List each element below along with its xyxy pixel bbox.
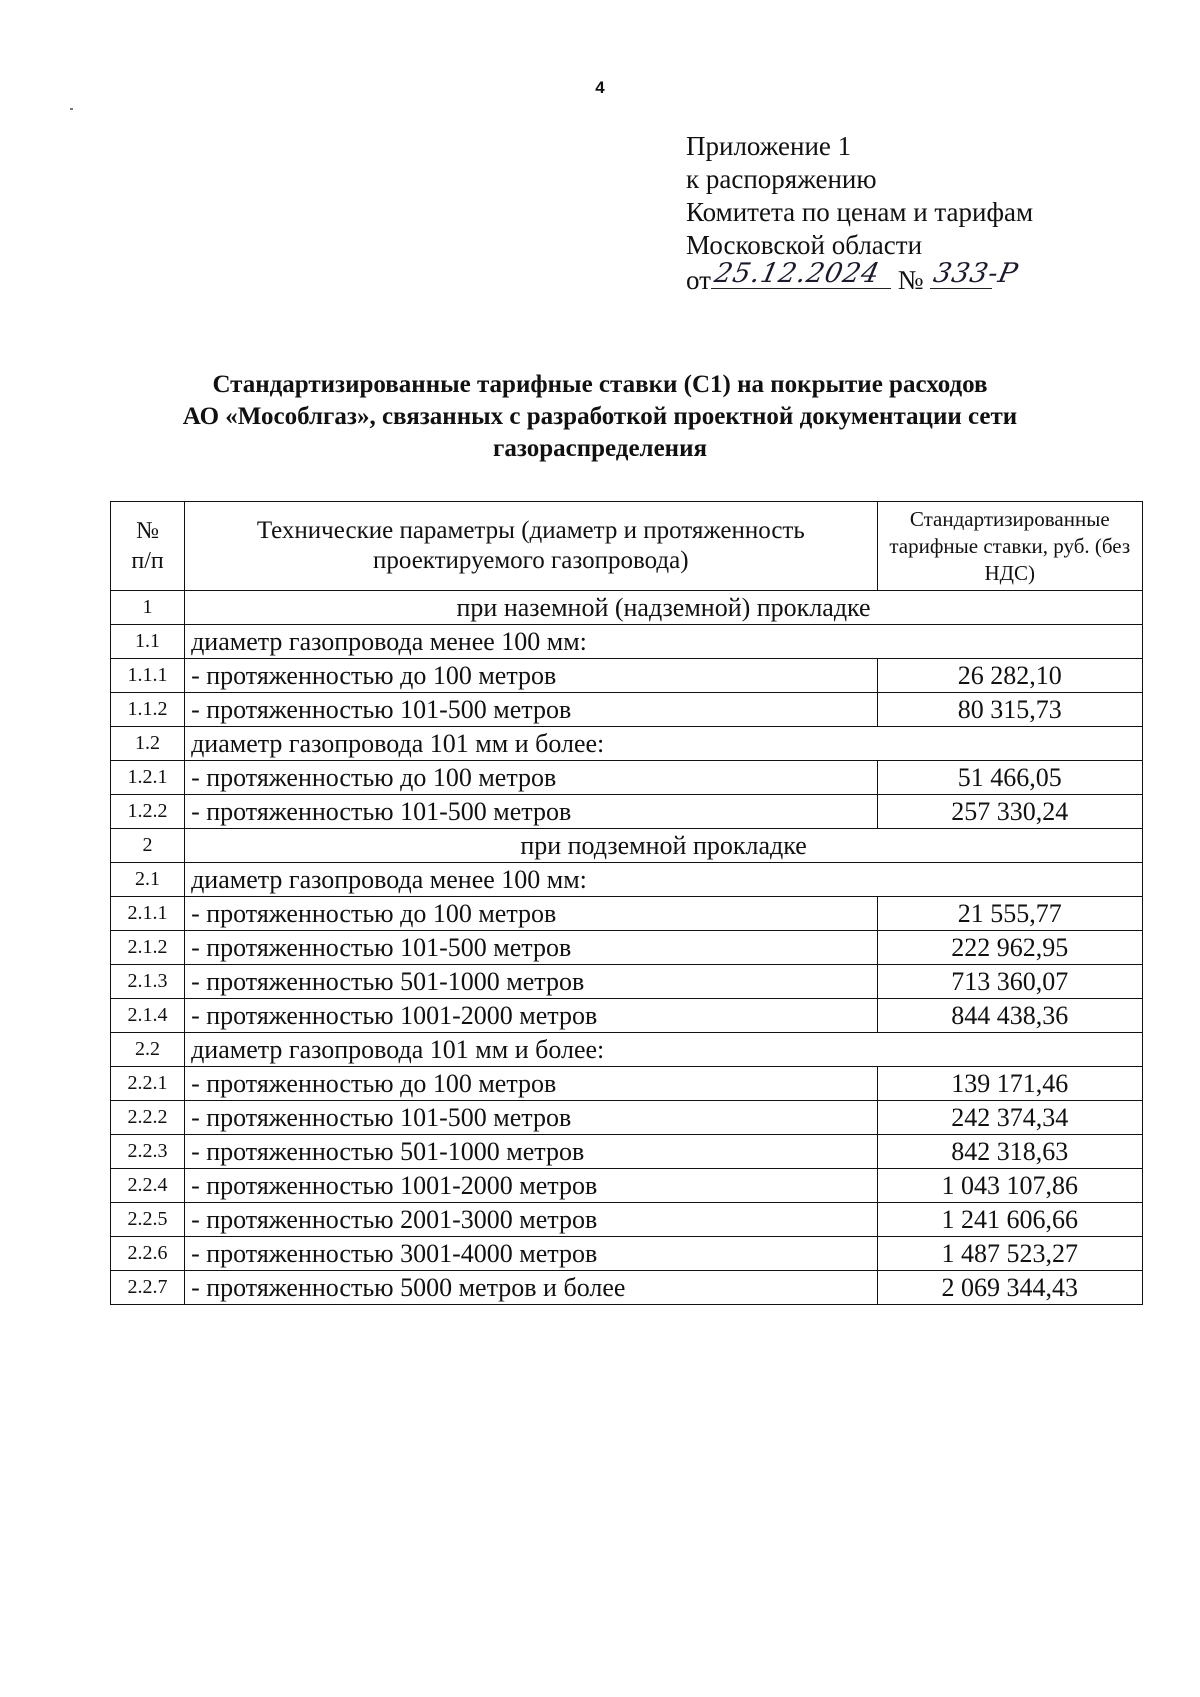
row-parameter: - протяженностью 101-500 метров [185,931,877,965]
row-number: 1.1.1 [111,659,185,693]
row-tariff: 222 962,95 [877,931,1142,965]
row-parameter: - протяженностью до 100 метров [185,897,877,931]
table-row [111,1067,1143,1101]
row-parameter: - протяженностью 2001-3000 метров [185,1203,877,1237]
row-number: 1.2.1 [111,761,185,795]
row-tariff: 139 171,46 [877,1067,1142,1101]
row-number: 2.1.1 [111,897,185,931]
table-row [111,795,1143,829]
appendix-date-line [686,258,1033,297]
table-row [111,1203,1143,1237]
row-tariff: 26 282,10 [877,659,1142,693]
row-number: 2.2.5 [111,1203,185,1237]
subsection-title: диаметр газопровода менее 100 мм: [185,625,1143,659]
row-parameter: - протяженностью 101-500 метров [185,693,877,727]
number-field [930,258,1022,289]
table-row [111,1169,1143,1203]
title-line-3: газораспределения [492,435,708,462]
title-line-1: Стандартизированные тарифные ставки (С1) на покрытие расходов [212,371,988,398]
handwritten-number: 333-Р [930,258,1022,289]
row-tariff: 242 374,34 [877,1101,1142,1135]
table-row [111,829,1143,863]
row-parameter: - протяженностью 1001-2000 метров [185,999,877,1033]
row-number: 2.2.6 [111,1237,185,1271]
header-tariff: Стандартизированные тарифные ставки, руб. (без НДС) [877,502,1142,591]
table-row [111,1135,1143,1169]
row-tariff: 1 241 606,66 [877,1203,1142,1237]
row-parameter: - протяженностью 101-500 метров [185,1101,877,1135]
row-tariff: 1 043 107,86 [877,1169,1142,1203]
subsection-title: диаметр газопровода 101 мм и более: [185,1033,1143,1067]
header-number [111,502,185,591]
row-tariff: 1 487 523,27 [877,1237,1142,1271]
table-row [111,659,1143,693]
row-number: 2.1.4 [111,999,185,1033]
number-prefix: № [897,265,924,295]
section-title: при подземной прокладке [185,829,1143,863]
row-parameter: - протяженностью 501-1000 метров [185,1135,877,1169]
table-row [111,1101,1143,1135]
table-row [111,931,1143,965]
row-tariff: 844 438,36 [877,999,1142,1033]
row-number: 2.2.2 [111,1101,185,1135]
subsection-title: диаметр газопровода менее 100 мм: [185,863,1143,897]
subsection-title: диаметр газопровода 101 мм и более: [185,727,1143,761]
table-row [111,897,1143,931]
row-number: 2.1 [111,863,185,897]
row-parameter: - протяженностью до 100 метров [185,1067,877,1101]
row-number: 2.2.7 [111,1271,185,1305]
row-number: 2.1.2 [111,931,185,965]
date-prefix: от [686,265,711,295]
tariff-table [110,501,1143,1305]
row-number: 2.2.4 [111,1169,185,1203]
table-row [111,999,1143,1033]
scan-speck [70,108,73,110]
appendix-line-4: Московской области [686,230,923,260]
handwritten-date: 25.12.2024 [711,258,883,289]
row-tariff: 51 466,05 [877,761,1142,795]
table-row [111,625,1143,659]
header-parameters: Технические параметры (диаметр и протяженность проектируемого газопровода) [185,502,877,591]
row-number: 2 [111,829,185,863]
document-title [130,369,1070,465]
appendix-line-1: Приложение 1 [686,131,852,161]
row-number: 2.2.3 [111,1135,185,1169]
row-tariff: 80 315,73 [877,693,1142,727]
table-row [111,863,1143,897]
row-number: 2.2.1 [111,1067,185,1101]
row-number: 1 [111,591,185,625]
table-row [111,1271,1143,1305]
table-header-row [111,502,1143,591]
table-row [111,727,1143,761]
title-line-2: АО «Мособлгаз», связанных с разработкой проектной документации сети [182,403,1018,430]
row-number: 2.1.3 [111,965,185,999]
section-title: при наземной (надземной) прокладке [185,591,1143,625]
table-row [111,1033,1143,1067]
table-body [111,591,1143,1305]
table-row [111,965,1143,999]
row-number: 1.2.2 [111,795,185,829]
header-number-line-2: п/п [131,548,164,574]
row-parameter: - протяженностью 3001-4000 метров [185,1237,877,1271]
row-tariff: 842 318,63 [877,1135,1142,1169]
table-row [111,591,1143,625]
table-row [111,1237,1143,1271]
row-number: 1.1.2 [111,693,185,727]
header-number-line-1: № [136,518,159,544]
row-parameter: - протяженностью 501-1000 метров [185,965,877,999]
table-row [111,761,1143,795]
row-parameter: - протяженностью до 100 метров [185,761,877,795]
appendix-line-3: Комитета по ценам и тарифам [686,197,1034,227]
row-parameter: - протяженностью до 100 метров [185,659,877,693]
row-number: 1.2 [111,727,185,761]
row-parameter: - протяженностью 101-500 метров [185,795,877,829]
row-parameter: - протяженностью 5000 метров и более [185,1271,877,1305]
table-row [111,693,1143,727]
row-number: 1.1 [111,625,185,659]
row-tariff: 713 360,07 [877,965,1142,999]
row-tariff: 257 330,24 [877,795,1142,829]
row-parameter: - протяженностью 1001-2000 метров [185,1169,877,1203]
row-number: 2.2 [111,1033,185,1067]
row-tariff: 21 555,77 [877,897,1142,931]
appendix-header [686,130,1033,297]
date-field [711,258,891,289]
row-tariff: 2 069 344,43 [877,1271,1142,1305]
page-number: 4 [595,78,605,97]
appendix-line-2: к распоряжению [686,164,877,194]
